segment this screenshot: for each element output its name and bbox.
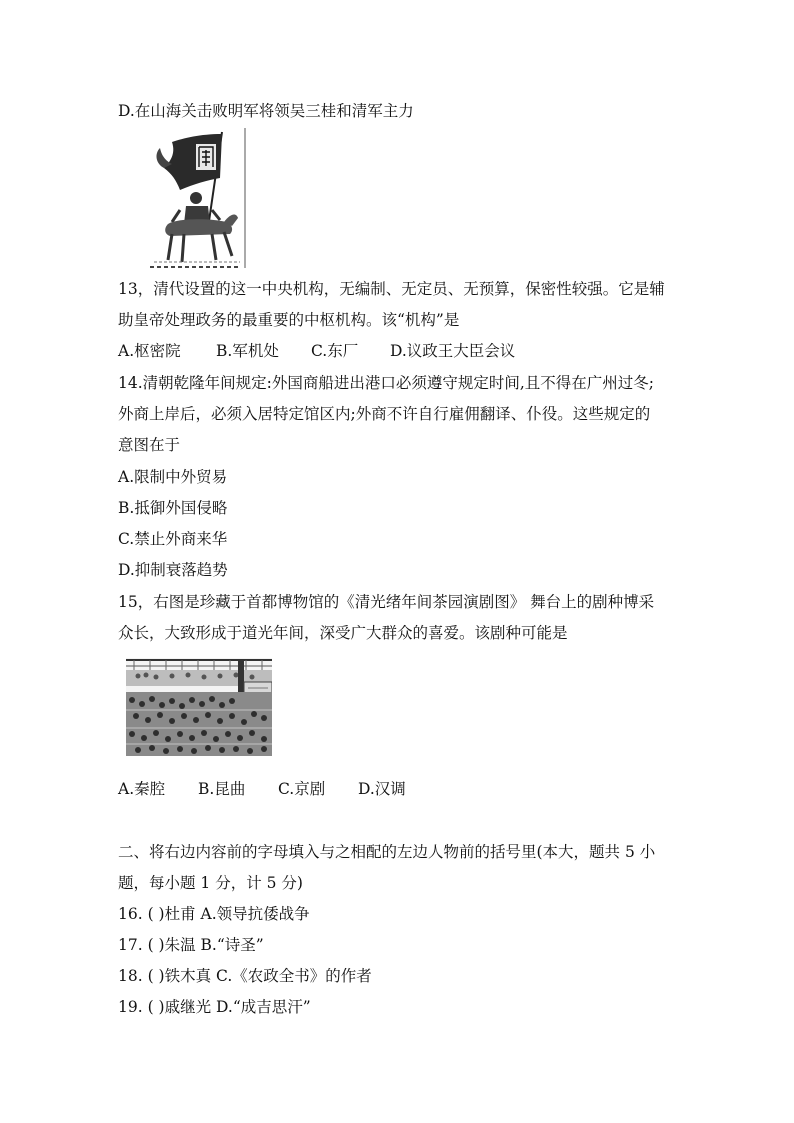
q13-option-b: B.军机处	[216, 342, 279, 360]
q13-stem-line2: 助皇帝处理政务的最重要的中枢机构。该“机构”是	[118, 311, 460, 329]
matching-left-19: 19. ( )戚继光	[118, 998, 212, 1016]
q13-option-c: C.东厂	[311, 342, 359, 360]
q15-option-c: C.京剧	[278, 780, 326, 798]
q15-option-d: D.汉调	[358, 780, 406, 798]
matching-row-18	[118, 966, 372, 986]
matching-row-16	[118, 904, 310, 924]
q14-stem-line2: 外商上岸后，必须入居特定馆区内;外商不许自行雇佣翻译、仆役。这些规定的	[118, 405, 651, 423]
matching-right-c: C.《农政全书》的作者	[216, 967, 372, 985]
q14-stem-line3: 意图在于	[118, 436, 181, 454]
q14-option-a: A.限制中外贸易	[118, 468, 228, 486]
matching-right-a: A.领导抗倭战争	[200, 905, 310, 923]
q14-option-b: B.抵御外国侵略	[118, 499, 228, 517]
q14-option-c: C.禁止外商来华	[118, 530, 228, 548]
q14-option-d: D.抑制衰落趋势	[118, 561, 228, 579]
q13-option-a: A.枢密院	[118, 342, 181, 360]
matching-row-17	[118, 935, 264, 955]
q13-stem-line1: 13，清代设置的这一中央机构，无编制、无定员、无预算，保密性较强。它是辅	[118, 280, 665, 298]
q15-stem-line2: 众长，大致形成于道光年间，深受广大群众的喜爱。该剧种可能是	[118, 624, 568, 642]
matching-left-18: 18. ( )铁木真	[118, 967, 212, 985]
q14-stem-line1: 14.清朝乾隆年间规定:外国商船进出港口必须遵守规定时间,且不得在广州过冬;	[118, 374, 655, 392]
q12-option-d: D.在山海关击败明军将领吴三桂和清军主力	[118, 102, 414, 120]
banner-rider-illustration	[150, 128, 246, 268]
matching-left-16: 16. ( )杜甫	[118, 905, 196, 923]
teahouse-theatre-illustration	[126, 658, 272, 756]
q15-stem-line1: 15，右图是珍藏于首都博物馆的《清光绪年间茶园演剧图》 舞台上的剧种博采	[118, 593, 655, 611]
matching-right-d: D.“成吉思汗”	[216, 998, 311, 1016]
matching-left-17: 17. ( )朱温	[118, 936, 196, 954]
section2-heading-line2: 题，每小题 1 分，计 5 分)	[118, 874, 303, 892]
q15-option-b: B.昆曲	[198, 780, 246, 798]
q13-option-d: D.议政王大臣会议	[390, 342, 516, 360]
section2-heading-line1: 二、将右边内容前的字母填入与之相配的左边人物前的括号里(本大，题共 5 小	[118, 843, 656, 861]
matching-row-19	[118, 997, 311, 1017]
q15-option-a: A.秦腔	[118, 780, 166, 798]
matching-right-b: B.“诗圣”	[200, 936, 264, 954]
